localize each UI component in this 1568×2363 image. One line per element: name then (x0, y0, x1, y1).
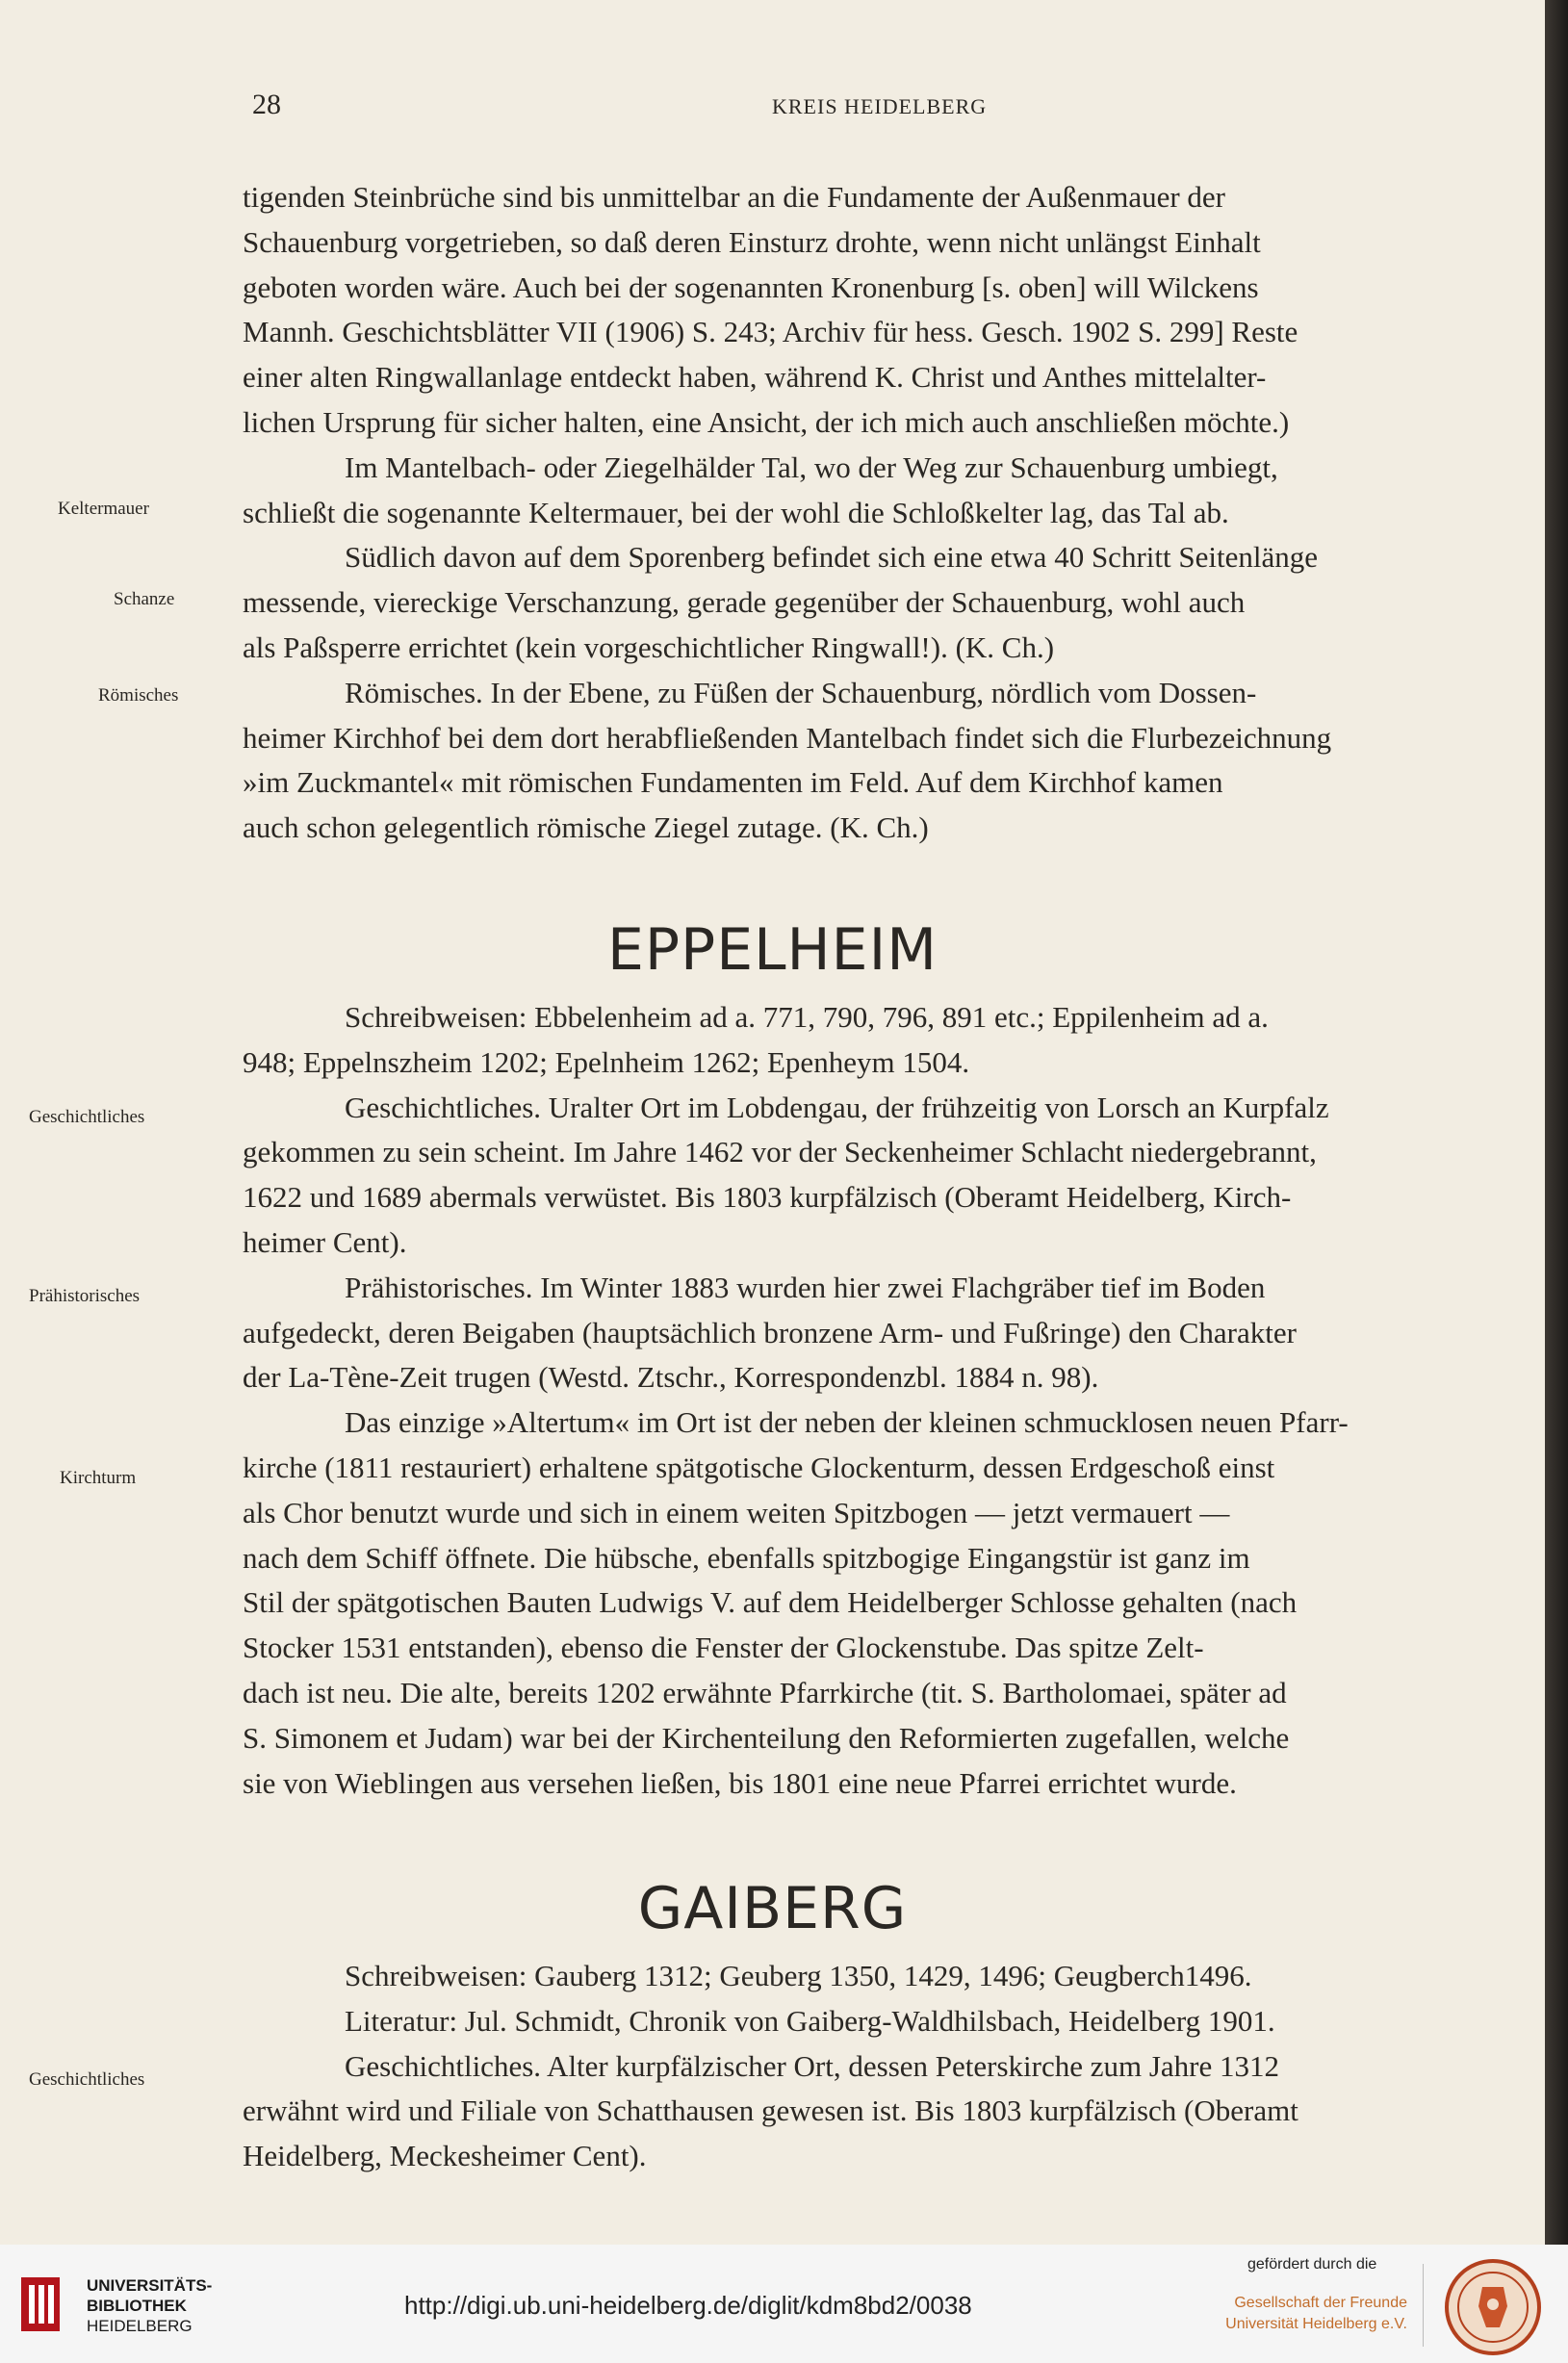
text-line: aufgedeckt, deren Beigaben (hauptsächlich bronzene Arm- und Fußringe) den Charakter (243, 1315, 1297, 1349)
body-text-eppelheim (243, 995, 1542, 1806)
library-name-line: UNIVERSITÄTS- (87, 2276, 213, 2295)
text-line: heimer Cent). (243, 1224, 407, 1259)
sponsor-line: Gesellschaft der Freunde (1234, 2295, 1407, 2311)
text-line: kirche (1811 restauriert) erhaltene spätgotische Glockenturm, dessen Erdgeschoß einst (243, 1450, 1275, 1484)
margin-note-geschichtliches: Geschichtliches (29, 1107, 145, 1127)
text-line: Römisches. In der Ebene, zu Füßen der Schauenburg, nördlich vom Dossen- (345, 675, 1257, 709)
permalink-url[interactable]: http://digi.ub.uni-heidelberg.de/diglit/kdm8bd2/0038 (404, 2291, 972, 2320)
text-line: 948; Eppelnszheim 1202; Epelnheim 1262; Epenheym 1504. (243, 1044, 970, 1079)
text-line: Stil der spätgotischen Bauten Ludwigs V. auf dem Heidelberger Schlosse gehalten (nach (243, 1585, 1298, 1620)
page-header (0, 89, 1545, 127)
margin-note-keltermauer: Keltermauer (58, 499, 149, 519)
text-line: Prähistorisches. Im Winter 1883 wurden hier zwei Flachgräber tief im Boden (345, 1270, 1266, 1304)
margin-note-kirchturm: Kirchturm (60, 1468, 137, 1488)
margin-note-praehistorisches: Prähistorisches (29, 1286, 141, 1306)
text-line: 1622 und 1689 abermals verwüstet. Bis 1803 kurpfälzisch (Oberamt Heidelberg, Kirch- (243, 1180, 1292, 1215)
text-line: Schreibweisen: Ebbelenheim ad a. 771, 790, 796, 891 etc.; Eppilenheim ad a. (345, 1000, 1269, 1034)
text-line: Literatur: Jul. Schmidt, Chronik von Gaiberg-Waldhilsbach, Heidelberg 1901. (345, 2003, 1275, 2038)
library-logo-icon (21, 2277, 60, 2331)
text-line: Geschichtliches. Uralter Ort im Lobdengau, der frühzeitig von Lorsch an Kurpfalz (345, 1090, 1329, 1124)
text-line: einer alten Ringwallanlage entdeckt haben, während K. Christ und Anthes mittelalter- (243, 360, 1267, 395)
viewer-footer (0, 2245, 1568, 2363)
text-line: »im Zuckmantel« mit römischen Fundamenten im Feld. Auf dem Kirchhof kamen (243, 765, 1223, 800)
margin-note-schanze: Schanze (114, 589, 175, 609)
library-name-line: HEIDELBERG (87, 2317, 193, 2335)
text-line: tigenden Steinbrüche sind bis unmittelbar an die Fundamente der Außenmauer der (243, 180, 1226, 214)
text-line: sie von Wieblingen aus versehen ließen, bis 1801 eine neue Pfarrei errichtet wurde. (243, 1765, 1237, 1800)
text-line: erwähnt wird und Filiale von Schatthausen gewesen ist. Bis 1803 kurpfälzisch (Oberamt (243, 2093, 1298, 2128)
text-line: heimer Kirchhof bei dem dort herabfließenden Mantelbach findet sich die Flurbezeichnung (243, 720, 1332, 755)
text-line: nach dem Schiff öffnete. Die hübsche, ebenfalls spitzbogige Eingangstür ist ganz im (243, 1540, 1250, 1575)
body-text-block-1 (243, 175, 1542, 851)
page-number: 28 (252, 89, 281, 120)
text-line: Im Mantelbach- oder Ziegelhälder Tal, wo der Weg zur Schauenburg umbiegt, (345, 449, 1278, 484)
margin-note-geschichtliches-gaiberg: Geschichtliches (29, 2069, 145, 2090)
text-line: dach ist neu. Die alte, bereits 1202 erwähnte Pfarrkirche (tit. S. Bartholomaei, später ad (243, 1675, 1287, 1709)
text-line: Mannh. Geschichtsblätter VII (1906) S. 243; Archiv für hess. Gesch. 1902 S. 299] Reste (243, 315, 1298, 349)
text-line: lichen Ursprung für sicher halten, eine Ansicht, der ich mich auch anschließen möchte.) (243, 404, 1290, 439)
margin-note-roemisches: Römisches (98, 685, 179, 706)
section-title-eppelheim: EPPELHEIM (606, 916, 938, 984)
text-line: messende, viereckige Verschanzung, gerade gegenüber der Schauenburg, wohl auch (243, 585, 1246, 620)
book-edge (1545, 0, 1568, 2245)
text-line: Stocker 1531 entstanden), ebenso die Fenster der Glockenstube. Das spitze Zelt- (243, 1631, 1204, 1665)
section-title-gaiberg: GAIBERG (637, 1875, 908, 1942)
footer-divider (1423, 2264, 1424, 2347)
text-line: schließt die sogenannte Keltermauer, bei der wohl die Schloßkelter lag, das Tal ab. (243, 495, 1229, 529)
body-text-gaiberg (243, 1954, 1542, 2179)
text-line: Schauenburg vorgetrieben, so daß deren Einsturz drohte, wenn nicht unlängst Einhalt (243, 224, 1261, 259)
text-line: auch schon gelegentlich römische Ziegel zutage. (K. Ch.) (243, 810, 929, 845)
text-line: als Paßsperre errichtet (kein vorgeschichtlicher Ringwall!). (K. Ch.) (243, 629, 1055, 664)
text-line: Südlich davon auf dem Sporenberg befindet sich eine etwa 40 Schritt Seitenlänge (345, 540, 1318, 575)
library-name (87, 2275, 212, 2336)
sponsor-name (1219, 2293, 1407, 2335)
sponsor-line: Universität Heidelberg e.V. (1225, 2316, 1407, 2332)
library-name-line: BIBLIOTHEK (87, 2297, 187, 2315)
text-line: S. Simonem et Judam) war bei der Kirchenteilung den Reformierten zugefallen, welche (243, 1720, 1290, 1755)
text-line: Geschichtliches. Alter kurpfälzischer Ort, dessen Peterskirche zum Jahre 1312 (345, 2048, 1280, 2083)
text-line: als Chor benutzt wurde und sich in einem weiten Spitzbogen — jetzt vermauert — (243, 1495, 1230, 1529)
text-line: Heidelberg, Meckesheimer Cent). (243, 2139, 647, 2173)
text-line: gekommen zu sein scheint. Im Jahre 1462 vor der Seckenheimer Schlacht niedergebrannt, (243, 1135, 1317, 1169)
text-line: der La-Tène-Zeit trugen (Westd. Ztschr., Korrespondenzbl. 1884 n. 98). (243, 1360, 1099, 1395)
text-line: Das einzige »Altertum« im Ort ist der neben der kleinen schmucklosen neuen Pfarr- (345, 1405, 1349, 1440)
university-seal-icon (1444, 2258, 1542, 2356)
running-head: KREIS HEIDELBERG (772, 94, 988, 118)
text-line: geboten worden wäre. Auch bei der sogenannten Kronenburg [s. oben] will Wilckens (243, 270, 1259, 304)
text-line: Schreibweisen: Gauberg 1312; Geuberg 1350, 1429, 1496; Geugberch1496. (345, 1959, 1252, 1992)
sponsor-label: gefördert durch die (1247, 2256, 1377, 2273)
